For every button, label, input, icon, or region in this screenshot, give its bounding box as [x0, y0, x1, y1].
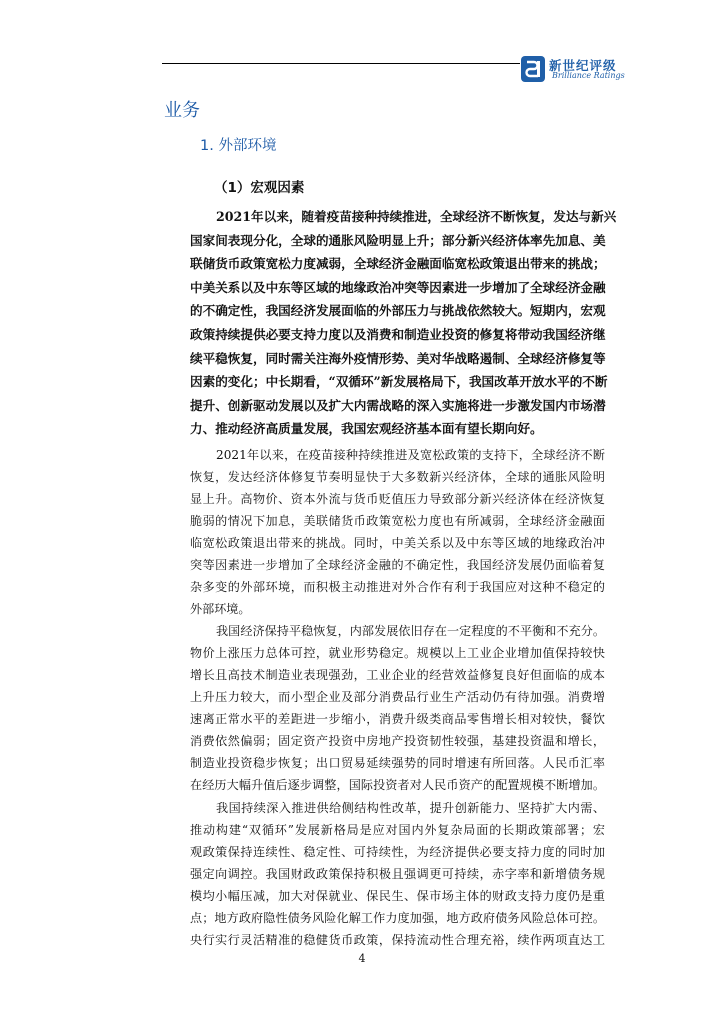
page-number: 4 — [358, 952, 366, 965]
paragraph-line: 提升、创新驱动发展以及扩大内需战略的深入实施将进一步激发国内市场潜 — [190, 397, 606, 413]
paragraph-line: 恢复，发达经济体修复节奏明显快于大多数新兴经济体，全球的通胀风险明 — [190, 470, 605, 484]
paragraph-line: 外部环境。 — [190, 602, 251, 616]
factor-title: （1）宏观因素 — [214, 180, 305, 196]
body-paragraph-domestic-economy — [190, 620, 605, 796]
summary-paragraph — [190, 205, 617, 441]
paragraph-line: 增长且高技术制造业表现强劲，工业企业的经营效益修复良好但面临的成本 — [190, 668, 605, 682]
header-rule — [162, 63, 520, 64]
section-title: 业务 — [164, 100, 200, 121]
paragraph-line: 模均小幅压减，加大对保就业、保民生、保市场主体的财政支持力度仍是重 — [190, 889, 605, 903]
body-paragraph-global-economy — [190, 444, 605, 620]
paragraph-line: 突等因素进一步增加了全球经济金融的不确定性，我国经济发展仍面临着复 — [190, 558, 605, 572]
paragraph-line: 杂多变的外部环境，而积极主动推进对外合作有利于我国应对这种不稳定的 — [190, 580, 605, 594]
paragraph-line: 的不确定性，我国经济发展面临的外部压力与挑战依然较大。短期内，宏观 — [190, 303, 606, 319]
paragraph-line: 点；地方政府隐性债务风险化解工作力度加强，地方政府债务风险总体可控。 — [190, 911, 605, 925]
paragraph-line: 我国持续深入推进供给侧结构性改革，提升创新能力、坚持扩大内需、 — [216, 801, 605, 815]
paragraph-line: 物价上涨压力总体可控，就业形势稳定。规模以上工业企业增加值保持较快 — [190, 646, 605, 660]
paragraph-line: 央行实行灵活精准的稳健货币政策，保持流动性合理充裕，续作两项直达工 — [190, 933, 605, 947]
logo-chinese-name: 新世纪评级 — [549, 58, 617, 73]
paragraph-line: 显上升。高物价、资本外流与货币贬值压力导致部分新兴经济体在经济恢复 — [190, 492, 605, 506]
paragraph-line: 临宽松政策退出带来的挑战。同时，中美关系以及中东等区域的地缘政治冲 — [190, 536, 605, 550]
paragraph-line: 在经历大幅升值后逐步调整，国际投资者对人民币资产的配置规模不断增加。 — [190, 778, 605, 792]
paragraph-line: 国家间表现分化，全球的通胀风险明显上升；部分新兴经济体率先加息、美 — [190, 232, 606, 248]
logo-english-name: Brilliance Ratings — [552, 71, 625, 80]
paragraph-line: 制造业投资稳步恢复；出口贸易延续强势的同时增速有所回落。人民币汇率 — [190, 756, 605, 770]
company-logo — [521, 53, 641, 85]
subsection-title: 1. 外部环境 — [200, 138, 277, 154]
paragraph-line: 消费依然偏弱；固定资产投资中房地产投资韧性较强，基建投资温和增长， — [190, 734, 605, 748]
paragraph-line: 力、推动经济高质量发展，我国宏观经济基本面有望长期向好。 — [190, 421, 543, 437]
paragraph-line: 脆弱的情况下加息，美联储货币政策宽松力度也有所减弱，全球经济金融面 — [190, 514, 605, 528]
paragraph-line: 因素的变化；中长期看，“双循环”新发展格局下，我国改革开放水平的不断 — [190, 374, 608, 390]
paragraph-line: 联储货币政策宽松力度减弱，全球经济金融面临宽松政策退出带来的挑战； — [190, 256, 606, 272]
paragraph-line: 我国经济保持平稳恢复，内部发展依旧存在一定程度的不平衡和不充分。 — [216, 624, 605, 638]
body-paragraph-policy — [190, 797, 605, 951]
paragraph-line: 上升压力较大，而小型企业及部分消费品行业生产活动仍有待加强。消费增 — [190, 690, 605, 704]
paragraph-line: 续平稳恢复，同时需关注海外疫情形势、美对华战略遏制、全球经济修复等 — [190, 350, 606, 366]
paragraph-line: 推动构建“双循环”发展新格局是应对国内外复杂局面的长期政策部署；宏 — [190, 823, 605, 837]
logo-mark-icon — [521, 56, 545, 82]
paragraph-line: 2021年以来，随着疫苗接种持续推进，全球经济不断恢复，发达与新兴 — [216, 209, 617, 224]
paragraph-line: 强定向调控。我国财政政策保持积极且强调更可持续，赤字率和新增债务规 — [190, 867, 605, 881]
paragraph-line: 速离正常水平的差距进一步缩小，消费升级类商品零售增长相对较快，餐饮 — [190, 712, 605, 726]
paragraph-line: 观政策保持连续性、稳定性、可持续性，为经济提供必要支持力度的同时加 — [190, 845, 605, 859]
paragraph-line: 2021年以来，在疫苗接种持续推进及宽松政策的支持下，全球经济不断 — [216, 448, 605, 462]
paragraph-line: 中美关系以及中东等区域的地缘政治冲突等因素进一步增加了全球经济金融 — [190, 279, 606, 295]
paragraph-line: 政策持续提供必要支持力度以及消费和制造业投资的修复将带动我国经济继 — [190, 326, 606, 342]
